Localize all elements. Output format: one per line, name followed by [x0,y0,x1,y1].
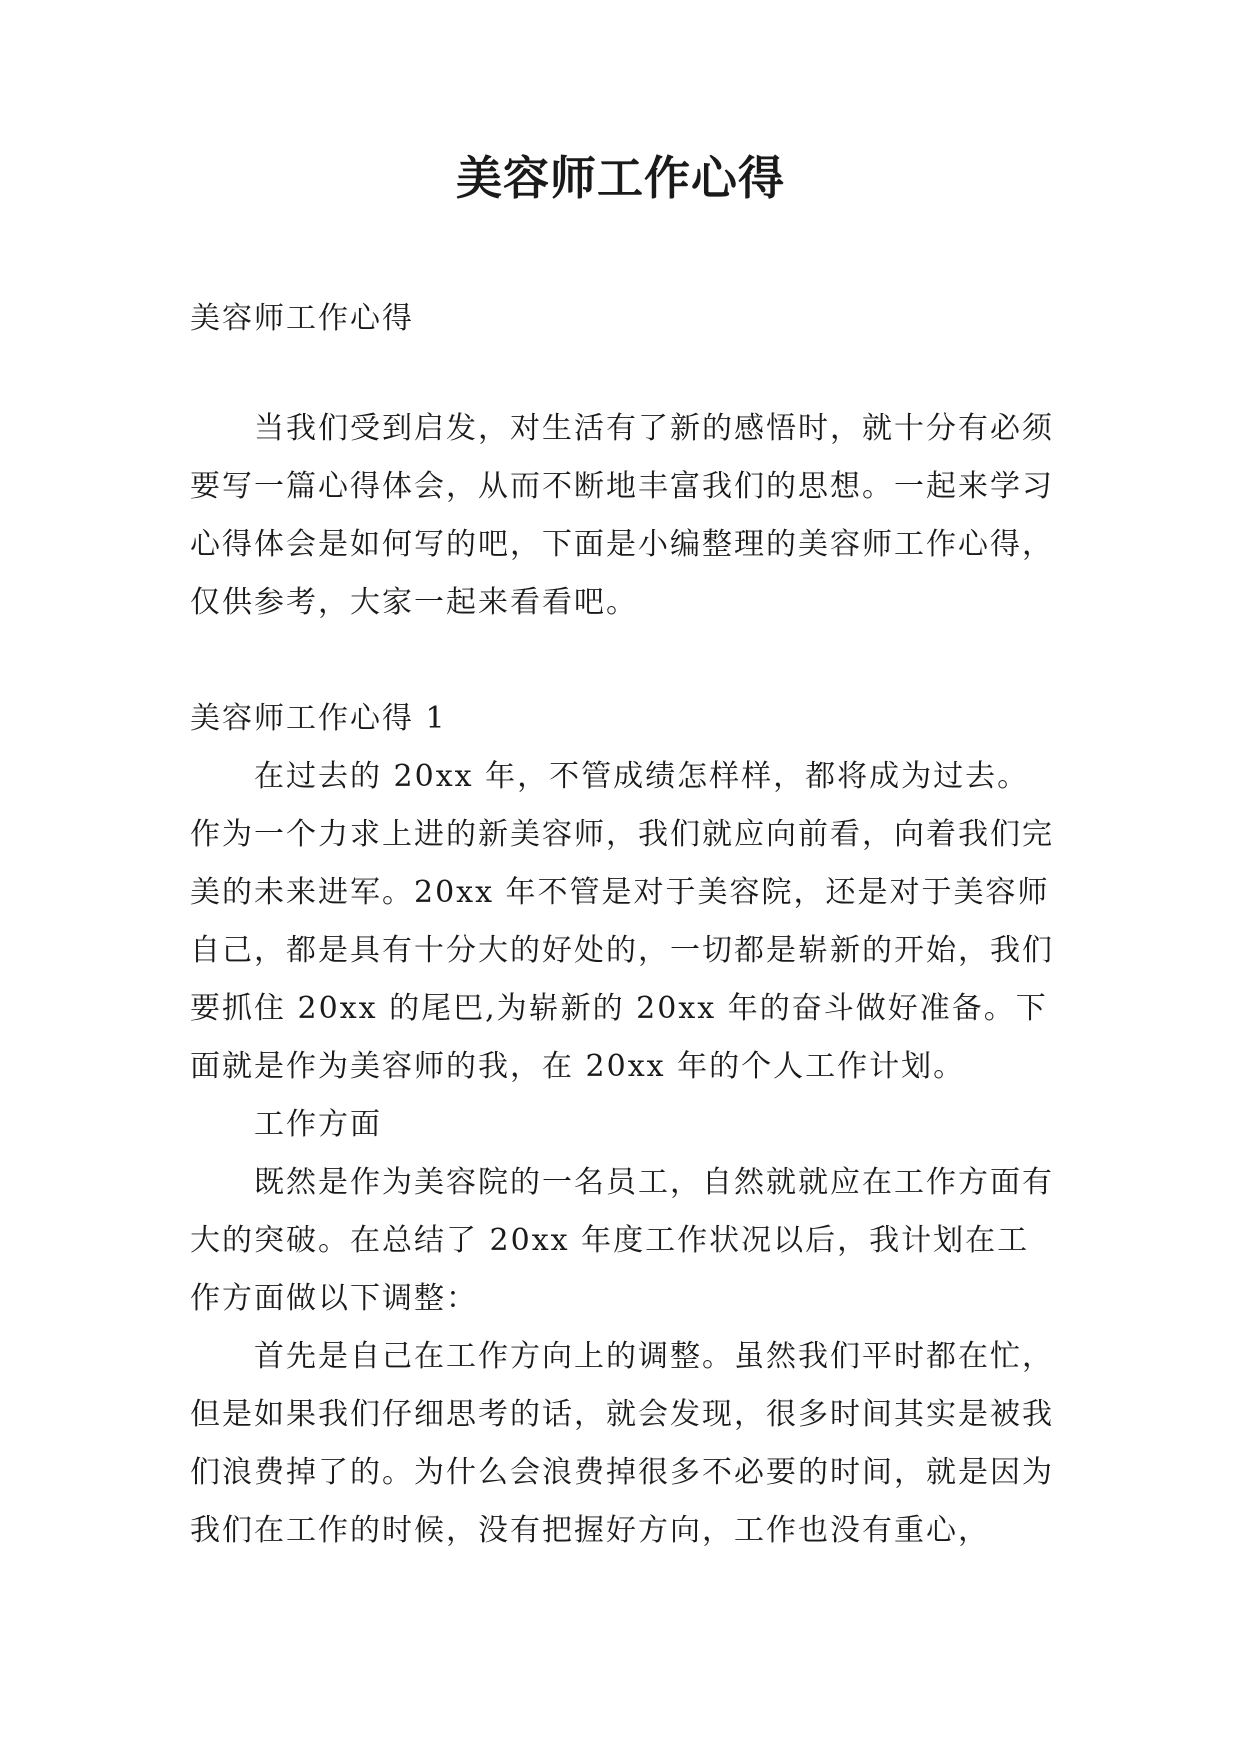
section-heading: 美容师工作心得 1 [190,701,447,736]
paragraph-3: 首先是自己在工作方向上的调整。虽然我们平时都在忙，但是如果我们仔细思考的话，就会发现，很多时间其实是被我们浪费掉了的。为什么会浪费掉很多不必要的时间，就是因为我们在工作的时候，没有把握好方向，工作也没有重心， [190,1339,1054,1548]
document-subtitle: 美容师工作心得 [190,301,414,336]
intro-paragraph: 当我们受到启发，对生活有了新的感悟时，就十分有必须要写一篇心得体会，从而不断地丰富我们的思想。一起来学习心得体会是如何写的吧，下面是小编整理的美容师工作心得，仅供参考，大家一起来看看吧。 [190,411,1054,620]
intro-section [190,400,1060,632]
subheading-work: 工作方面 [254,1107,382,1142]
paragraph-2: 既然是作为美容院的一名员工，自然就就应在工作方面有大的突破。在总结了 20xx 年度工作状况以后，我计划在工作方面做以下调整： [190,1165,1054,1316]
paragraph-1: 在过去的 20xx 年，不管成绩怎样样，都将成为过去。作为一个力求上进的新美容师，我们就应向前看，向着我们完美的未来进军。20xx 年不管是对于美容院，还是对于美容师自己，都是具有十分大的好处的，一切都是崭新的开始，我们要抓住 20xx 的尾巴,为崭新的 20xx 年的奋斗做好准备。下面就是作为美容师的我，在 20xx 年的个人工作计划。 [190,759,1054,1084]
section-1 [190,690,1060,1560]
document-title: 美容师工作心得 [456,151,785,205]
